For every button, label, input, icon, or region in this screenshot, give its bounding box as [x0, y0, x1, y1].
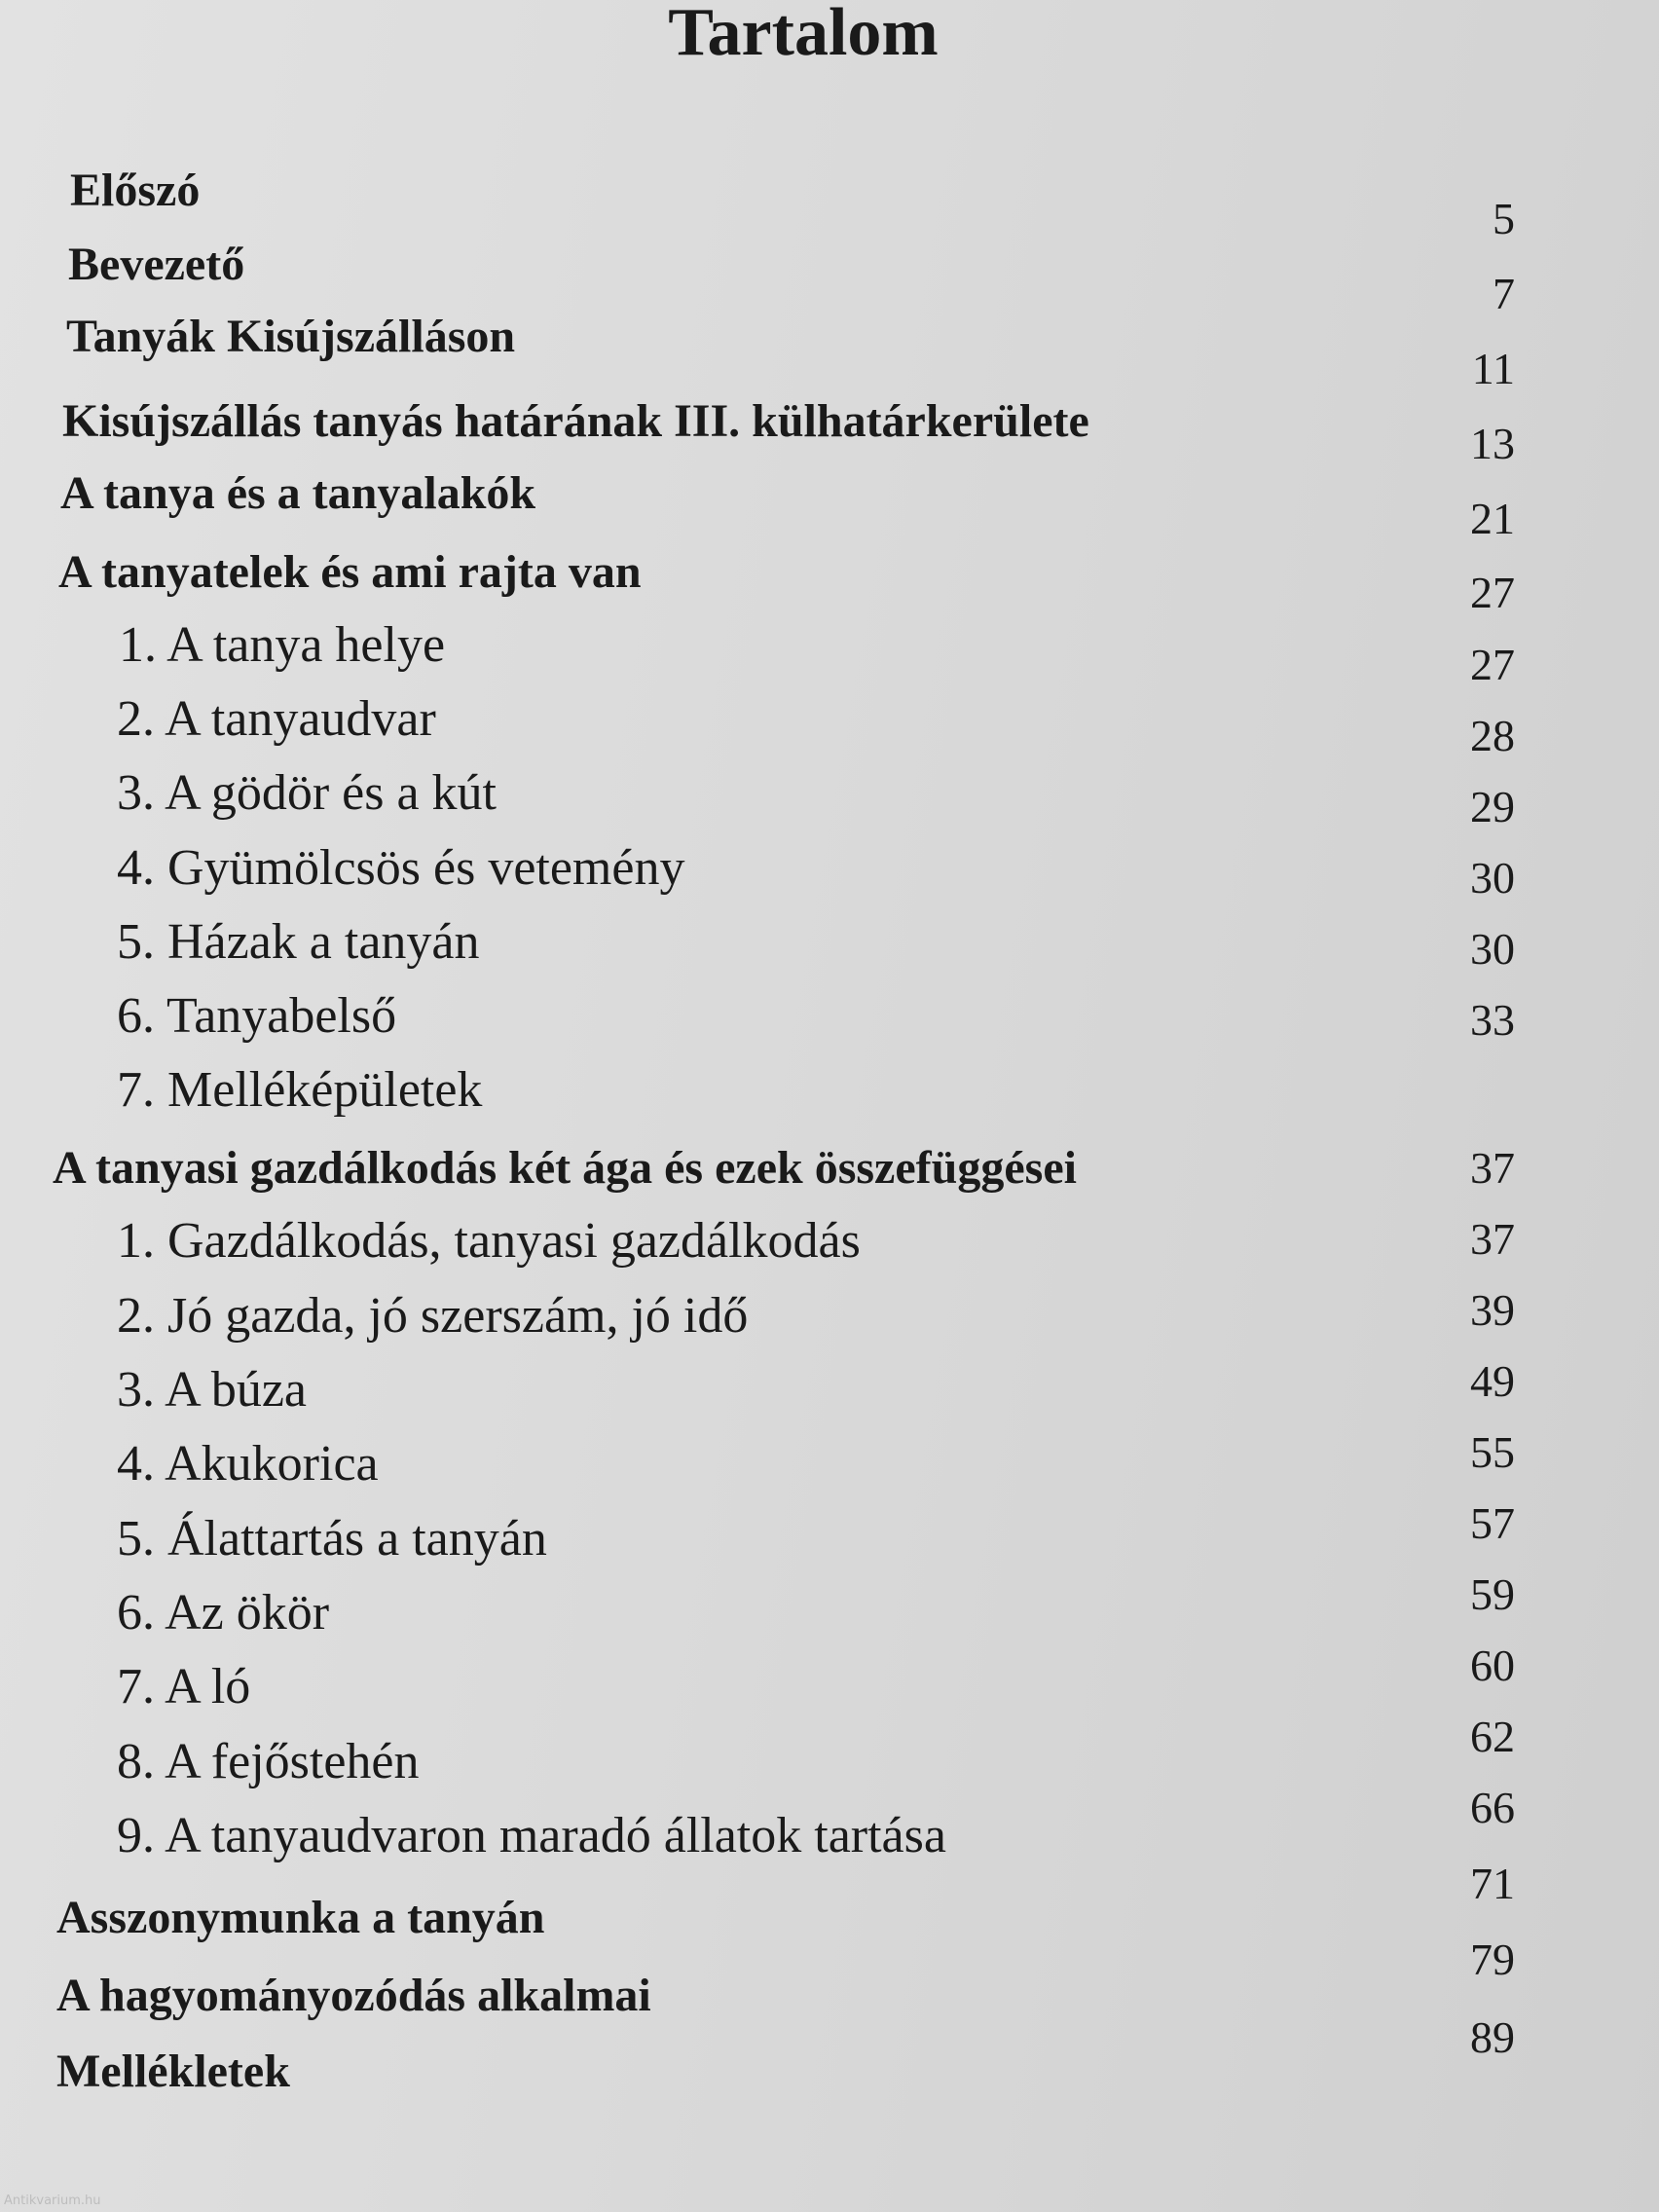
toc-entry: Asszonymunka a tanyán [56, 1892, 545, 1943]
toc-entry: 3. A búza [117, 1362, 307, 1418]
page-number: 13 [1470, 419, 1515, 468]
toc-entry: Előszó [70, 165, 201, 216]
page-number: 59 [1470, 1569, 1515, 1619]
page-title: Tartalom [668, 0, 939, 70]
page-number: 37 [1470, 1214, 1515, 1264]
toc-entry: A hagyományozódás alkalmai [56, 1970, 651, 2021]
page-number: 5 [1493, 194, 1515, 243]
page-number: 27 [1470, 640, 1515, 689]
page-number: 66 [1470, 1783, 1515, 1832]
page-number: 27 [1470, 568, 1515, 617]
page-number: 11 [1471, 344, 1515, 393]
toc-entry: 6. Az ökör [117, 1585, 330, 1641]
page-number: 37 [1470, 1143, 1515, 1193]
toc-entry: 9. A tanyaudvaron maradó állatok tartása [117, 1808, 946, 1863]
toc-entry: 2. A tanyaudvar [117, 691, 436, 747]
toc-entry: Tanyák Kisújszálláson [66, 311, 516, 362]
toc-entry: 6. Tanyabelső [117, 988, 397, 1044]
toc-entry: 3. A gödör és a kút [117, 765, 497, 821]
toc-entry: 5. Álattartás a tanyán [117, 1511, 547, 1567]
page-number: 21 [1470, 494, 1515, 543]
toc-entry: 5. Házak a tanyán [117, 914, 480, 970]
toc-entry: A tanyatelek és ami rajta van [58, 546, 642, 598]
toc-entry: A tanyasi gazdálkodás két ága és ezek összefüggései [53, 1142, 1077, 1194]
page-number: 49 [1470, 1356, 1515, 1406]
page-number: 62 [1470, 1712, 1515, 1761]
page-number: 57 [1470, 1498, 1515, 1548]
toc-entry: 7. Melléképületek [117, 1062, 483, 1118]
page-number: 30 [1470, 924, 1515, 974]
page-number: 7 [1493, 269, 1515, 318]
toc-entry: Mellékletek [56, 2046, 290, 2097]
page-number: 28 [1470, 711, 1515, 760]
toc-entry: 8. A fejőstehén [117, 1734, 420, 1789]
toc-entry: Bevezető [68, 239, 245, 290]
toc-entry: Kisújszállás tanyás határának III. külhatárkerülete [62, 395, 1089, 447]
toc-entry: 2. Jó gazda, jó szerszám, jó idő [117, 1288, 749, 1344]
page-number: 89 [1470, 2012, 1515, 2062]
toc-entry: A tanya és a tanyalakók [60, 467, 536, 519]
toc-entry: 1. A tanya helye [119, 617, 446, 673]
toc-entry: 4. Akukorica [117, 1436, 379, 1492]
toc-entry: 1. Gazdálkodás, tanyasi gazdálkodás [117, 1213, 861, 1269]
page-number: 55 [1470, 1427, 1515, 1477]
page-number: 30 [1470, 853, 1515, 903]
watermark: Antikvarium.hu [4, 2194, 101, 2208]
page-number: 29 [1470, 782, 1515, 831]
page-number: 33 [1470, 995, 1515, 1045]
toc-entry: 4. Gyümölcsös és vetemény [117, 840, 685, 896]
page-number: 60 [1470, 1641, 1515, 1690]
toc-entry: 7. A ló [117, 1659, 251, 1714]
page-number: 39 [1470, 1285, 1515, 1335]
page-number: 79 [1470, 1935, 1515, 1984]
page-number: 71 [1470, 1859, 1515, 1908]
